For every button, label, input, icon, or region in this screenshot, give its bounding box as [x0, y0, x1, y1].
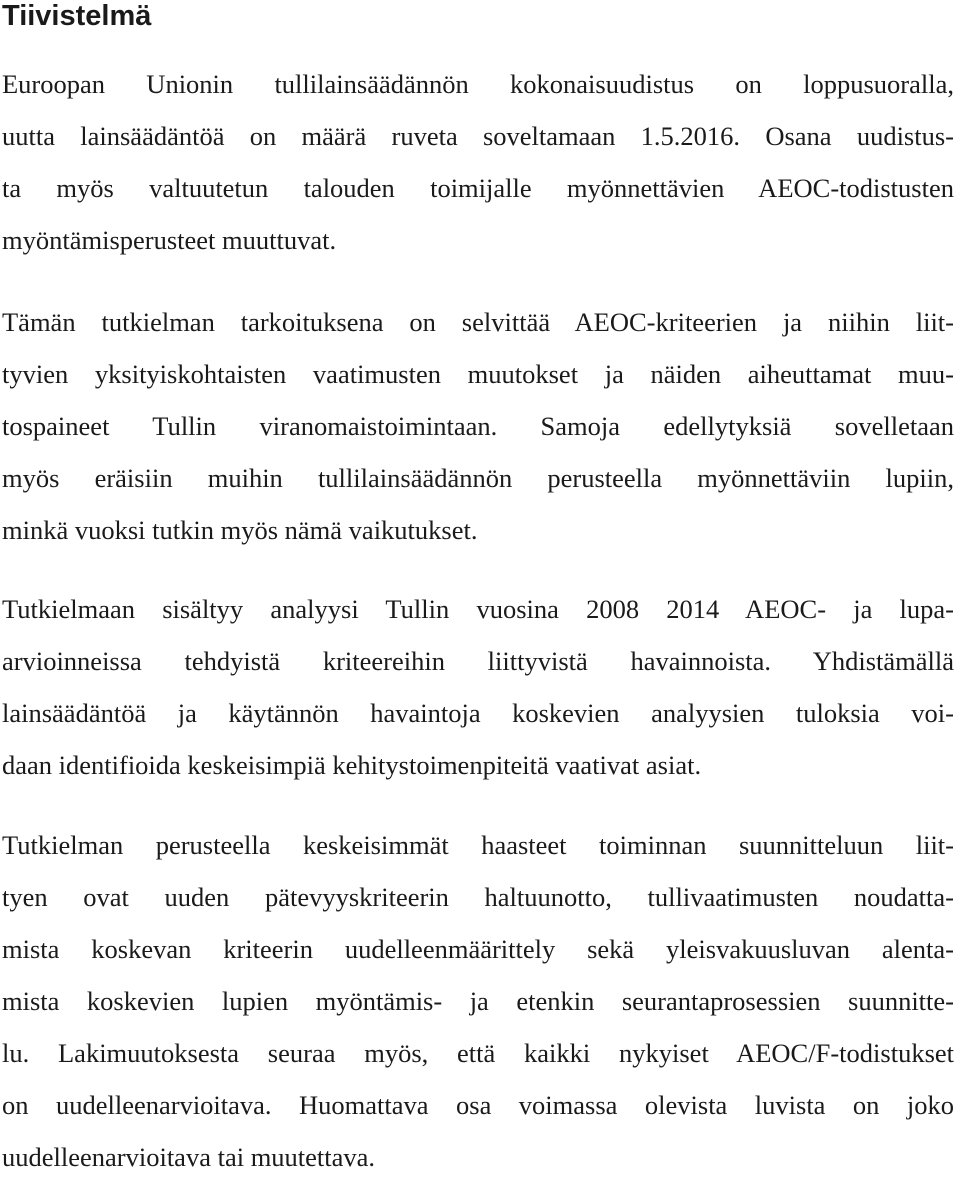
page-title: Tiivistelmä — [2, 0, 152, 32]
text-line: uudelleenarvioitava tai muutettava. — [2, 1142, 376, 1172]
text-line: Euroopan Unionin tullilainsäädännön kokonaisuudistus on loppusuoralla, — [2, 69, 954, 99]
text-line: daan identifioida keskeisimpiä kehitystoimenpiteitä vaativat asiat. — [2, 750, 702, 780]
paragraph-4 — [2, 819, 954, 1183]
text-line: arvioinneissa tehdyistä kriteereihin liittyvistä havainnoista. Yhdistämällä — [2, 646, 954, 676]
text-line: lu. Lakimuutoksesta seuraa myös, että kaikki nykyiset AEOC/F-todistukset — [2, 1038, 954, 1068]
text-line: myöntämisperusteet muuttuvat. — [2, 225, 337, 255]
text-line: ta myös valtuutetun talouden toimijalle myönnettävien AEOC-todistusten — [2, 173, 954, 203]
paragraph-3 — [2, 583, 954, 791]
text-line: tyen ovat uuden pätevyyskriteerin haltuunotto, tullivaatimusten noudatta- — [2, 882, 954, 912]
text-line: Tutkielman perusteella keskeisimmät haasteet toiminnan suunnitteluun liit- — [2, 830, 954, 860]
text-line: tyvien yksityiskohtaisten vaatimusten muutokset ja näiden aiheuttamat muu- — [2, 359, 954, 389]
text-line: tospaineet Tullin viranomaistoimintaan. Samoja edellytyksiä sovelletaan — [2, 411, 954, 441]
text-line: mista koskevien lupien myöntämis- ja etenkin seurantaprosessien suunnitte- — [2, 986, 954, 1016]
text-line: minkä vuoksi tutkin myös nämä vaikutukset. — [2, 515, 478, 545]
text-line: Tutkielmaan sisältyy analyysi Tullin vuosina 2008 2014 AEOC- ja lupa- — [2, 594, 954, 624]
text-line: on uudelleenarvioitava. Huomattava osa voimassa olevista luvista on joko — [2, 1090, 954, 1120]
text-line: mista koskevan kriteerin uudelleenmäärittely sekä yleisvakuusluvan alenta- — [2, 934, 954, 964]
paragraph-2 — [2, 296, 954, 556]
paragraph-1 — [2, 58, 954, 266]
text-line: Tämän tutkielman tarkoituksena on selvittää AEOC-kriteerien ja niihin liit- — [2, 307, 954, 337]
text-line: myös eräisiin muihin tullilainsäädännön perusteella myönnettäviin lupiin, — [2, 463, 954, 493]
text-line: lainsäädäntöä ja käytännön havaintoja koskevien analyysien tuloksia voi- — [2, 698, 954, 728]
text-line: uutta lainsäädäntöä on määrä ruveta soveltamaan 1.5.2016. Osana uudistus- — [2, 121, 954, 151]
